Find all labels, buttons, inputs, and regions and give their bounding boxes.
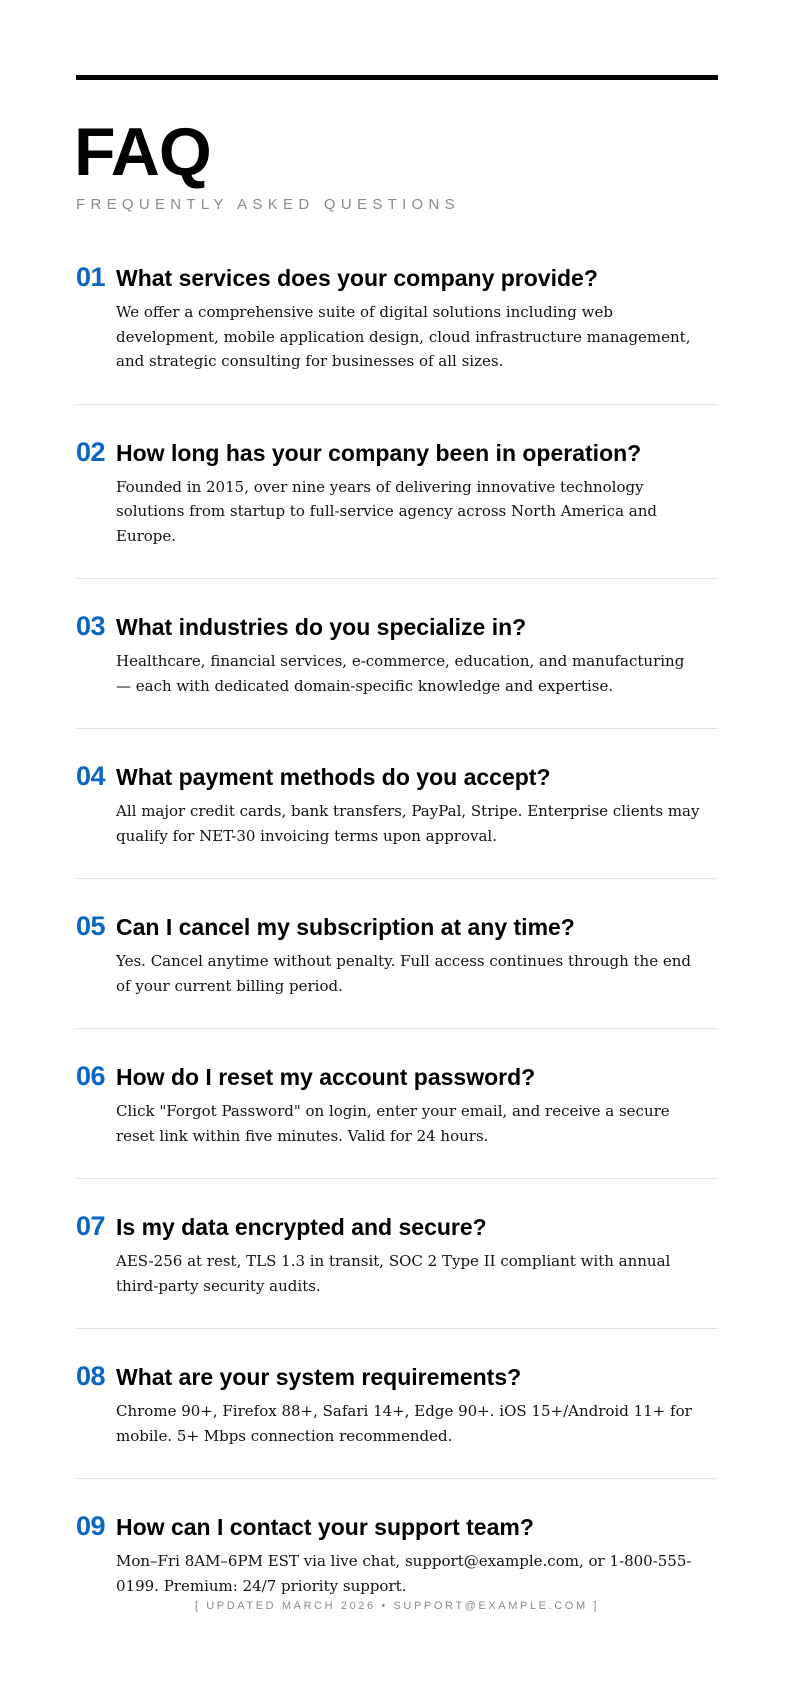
- page-title: FAQ: [74, 114, 211, 190]
- page-subtitle: FREQUENTLY ASKED QUESTIONS: [76, 196, 460, 213]
- faq-question-row: [76, 262, 718, 298]
- faq-answer: Click "Forgot Password" on login, enter your email, and receive a secure reset link within five minutes. Valid for 24 hours.: [116, 1102, 670, 1145]
- faq-question: How long has your company been in operation?: [116, 439, 642, 466]
- faq-question: How do I reset my account password?: [116, 1064, 536, 1090]
- faq-question: What services does your company provide?: [116, 265, 598, 291]
- faq-question-row: [76, 911, 718, 947]
- faq-number: 03: [76, 611, 106, 641]
- faq-question-row: [76, 611, 718, 647]
- faq-item: [76, 1061, 718, 1179]
- faq-item: [76, 262, 718, 405]
- faq-answer: Founded in 2015, over nine years of delivering innovative technology solutions from startup to full-service agency across North America and Europe.: [116, 477, 658, 545]
- faq-item: [76, 437, 718, 580]
- faq-number: 06: [76, 1061, 106, 1091]
- faq-answer: We offer a comprehensive suite of digital solutions including web development, mobile application design, cloud infrastructure management, and strategic consulting for businesses of all sizes.: [116, 303, 691, 370]
- footer-note: [ UPDATED MARCH 2026 • SUPPORT@EXAMPLE.COM ]: [194, 1600, 600, 1612]
- faq-question: What are your system requirements?: [116, 1364, 522, 1390]
- faq-item: [76, 1361, 718, 1479]
- faq-question-row: [76, 437, 718, 473]
- faq-answer: AES-256 at rest, TLS 1.3 in transit, SOC 2 Type II compliant with annual third-party security audits.: [116, 1252, 671, 1295]
- faq-number: 01: [76, 262, 106, 292]
- faq-question: How can I contact your support team?: [116, 1514, 534, 1540]
- faq-number: 07: [76, 1211, 106, 1241]
- faq-answer: Chrome 90+, Firefox 88+, Safari 14+, Edge 90+. iOS 15+/Android 11+ for mobile. 5+ Mbps connection recommended.: [116, 1402, 692, 1445]
- faq-number: 08: [76, 1361, 106, 1391]
- top-rule-divider: [76, 75, 718, 80]
- faq-number: 02: [76, 436, 106, 467]
- faq-answer: Mon–Fri 8AM–6PM EST via live chat, support@example.com, or 1-800-555-0199. Premium: 24/7 priority support.: [116, 1552, 692, 1595]
- faq-question-row: [76, 761, 718, 797]
- faq-item: [76, 761, 718, 879]
- faq-answer: All major credit cards, bank transfers, PayPal, Stripe. Enterprise clients may qualify for NET-30 invoicing terms upon approval.: [116, 802, 700, 845]
- faq-list: [76, 262, 718, 1628]
- faq-question-row: [76, 1061, 718, 1097]
- faq-question-row: [76, 1211, 718, 1247]
- faq-item: [76, 1211, 718, 1329]
- faq-answer: Healthcare, financial services, e-commerce, education, and manufacturing — each with dedicated domain-specific knowledge and expertise.: [116, 652, 685, 695]
- faq-number: 05: [76, 911, 106, 941]
- faq-item: [76, 911, 718, 1029]
- faq-question: Is my data encrypted and secure?: [116, 1214, 487, 1240]
- faq-number: 09: [76, 1511, 106, 1541]
- faq-question-row: [76, 1361, 718, 1397]
- faq-question: What industries do you specialize in?: [116, 614, 527, 640]
- faq-answer: Yes. Cancel anytime without penalty. Full access continues through the end of your current billing period.: [116, 952, 691, 995]
- faq-question-row: [76, 1511, 718, 1547]
- faq-question: What payment methods do you accept?: [116, 764, 551, 790]
- faq-number: 04: [76, 761, 106, 791]
- faq-item: [76, 611, 718, 729]
- faq-question: Can I cancel my subscription at any time?: [116, 914, 575, 940]
